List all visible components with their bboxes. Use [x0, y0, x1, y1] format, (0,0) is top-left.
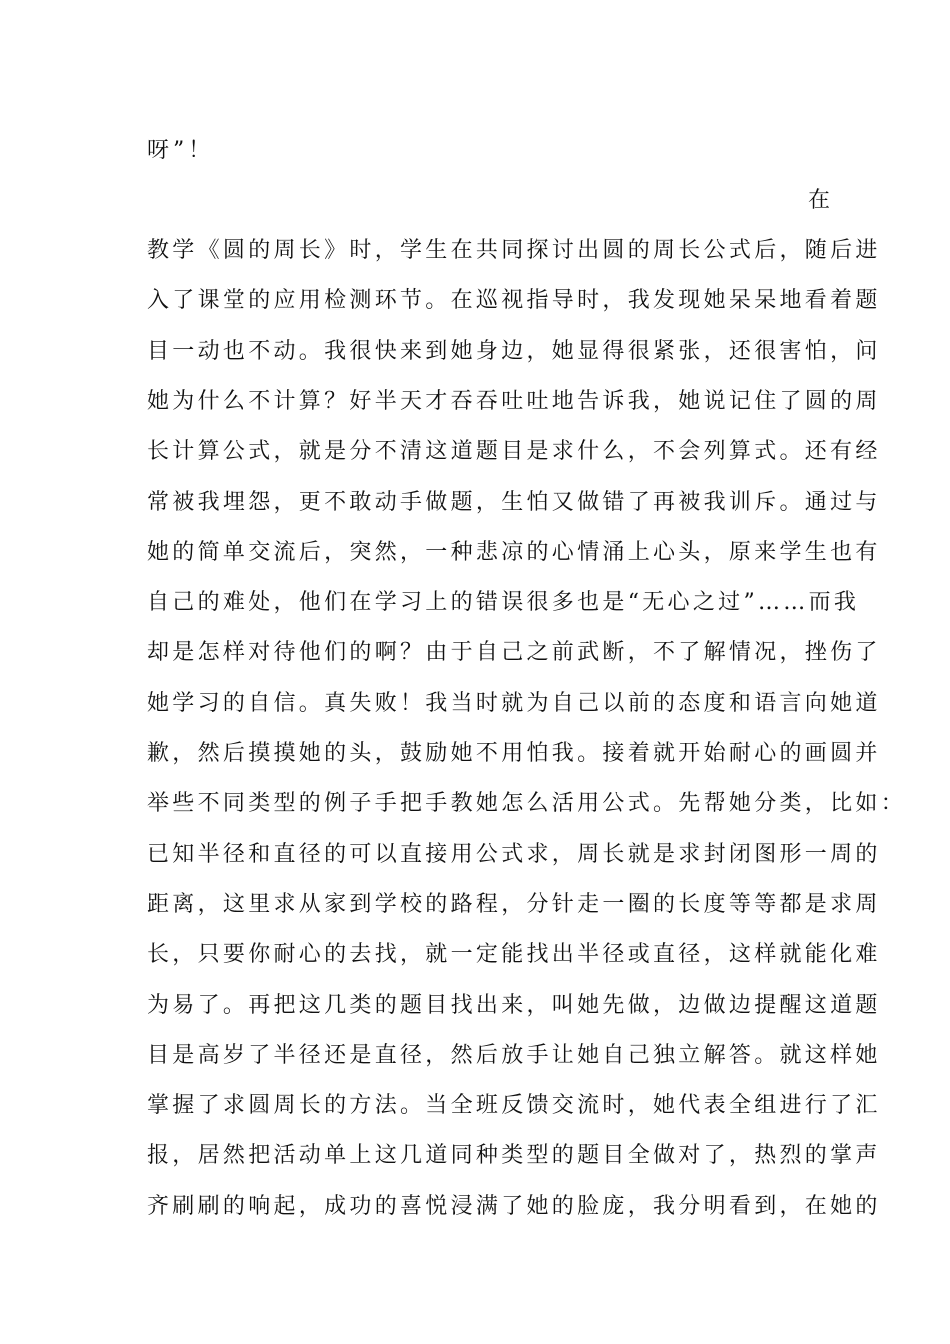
body-line: 目是高岁了半径还是直径，然后放手让她自己独立解答。就这样她 — [147, 1043, 881, 1068]
body-line: 她学习的自信。真失败！我当时就为自己以前的态度和语言向她道 — [147, 691, 881, 716]
body-line: 报，居然把活动单上这几道同种类型的题目全做对了，热烈的掌声 — [147, 1143, 881, 1168]
body-line: 已知半径和直径的可以直接用公式求，周长就是求封闭图形一周的 — [147, 842, 881, 867]
body-line: 常被我埋怨，更不敢动手做题，生怕又做错了再被我训斥。通过与 — [147, 490, 881, 515]
body-line: 距离，这里求从家到学校的路程，分针走一圈的长度等等都是求周 — [147, 892, 881, 917]
body-line: 举些不同类型的例子手把手教她怎么活用公式。先帮她分类，比如： — [147, 791, 907, 816]
body-line: 入了课堂的应用检测环节。在巡视指导时，我发现她呆呆地看着题 — [147, 288, 881, 313]
body-line: 自己的难处，他们在学习上的错误很多也是“无心之过”……而我 — [147, 590, 860, 615]
body-line: 却是怎样对待他们的啊？由于自己之前武断，不了解情况，挫伤了 — [147, 640, 881, 665]
body-line: 教学《圆的周长》时，学生在共同探讨出圆的周长公式后，随后进 — [147, 238, 881, 263]
body-line: 她为什么不计算？好半天才吞吞吐吐地告诉我，她说记住了圆的周 — [147, 389, 881, 414]
body-line: 歉，然后摸摸她的头，鼓励她不用怕我。接着就开始耐心的画圆并 — [147, 741, 881, 766]
body-line: 为易了。再把这几类的题目找出来，叫她先做，边做边提醒这道题 — [147, 993, 881, 1018]
body-line: 她的简单交流后，突然，一种悲凉的心情涌上心头，原来学生也有 — [147, 540, 881, 565]
paragraph-start-word: 在 — [808, 188, 831, 213]
lead-fragment: 呀”！ — [147, 138, 215, 163]
body-line: 长，只要你耐心的去找，就一定能找出半径或直径，这样就能化难 — [147, 942, 881, 967]
body-line: 掌握了求圆周长的方法。当全班反馈交流时，她代表全组进行了汇 — [147, 1093, 881, 1118]
body-line: 目一动也不动。我很快来到她身边，她显得很紧张，还很害怕，问 — [147, 339, 881, 364]
body-line: 齐刷刷的响起，成功的喜悦浸满了她的脸庞，我分明看到，在她的 — [147, 1194, 881, 1219]
body-line: 长计算公式，就是分不清这道题目是求什么，不会列算式。还有经 — [147, 439, 881, 464]
